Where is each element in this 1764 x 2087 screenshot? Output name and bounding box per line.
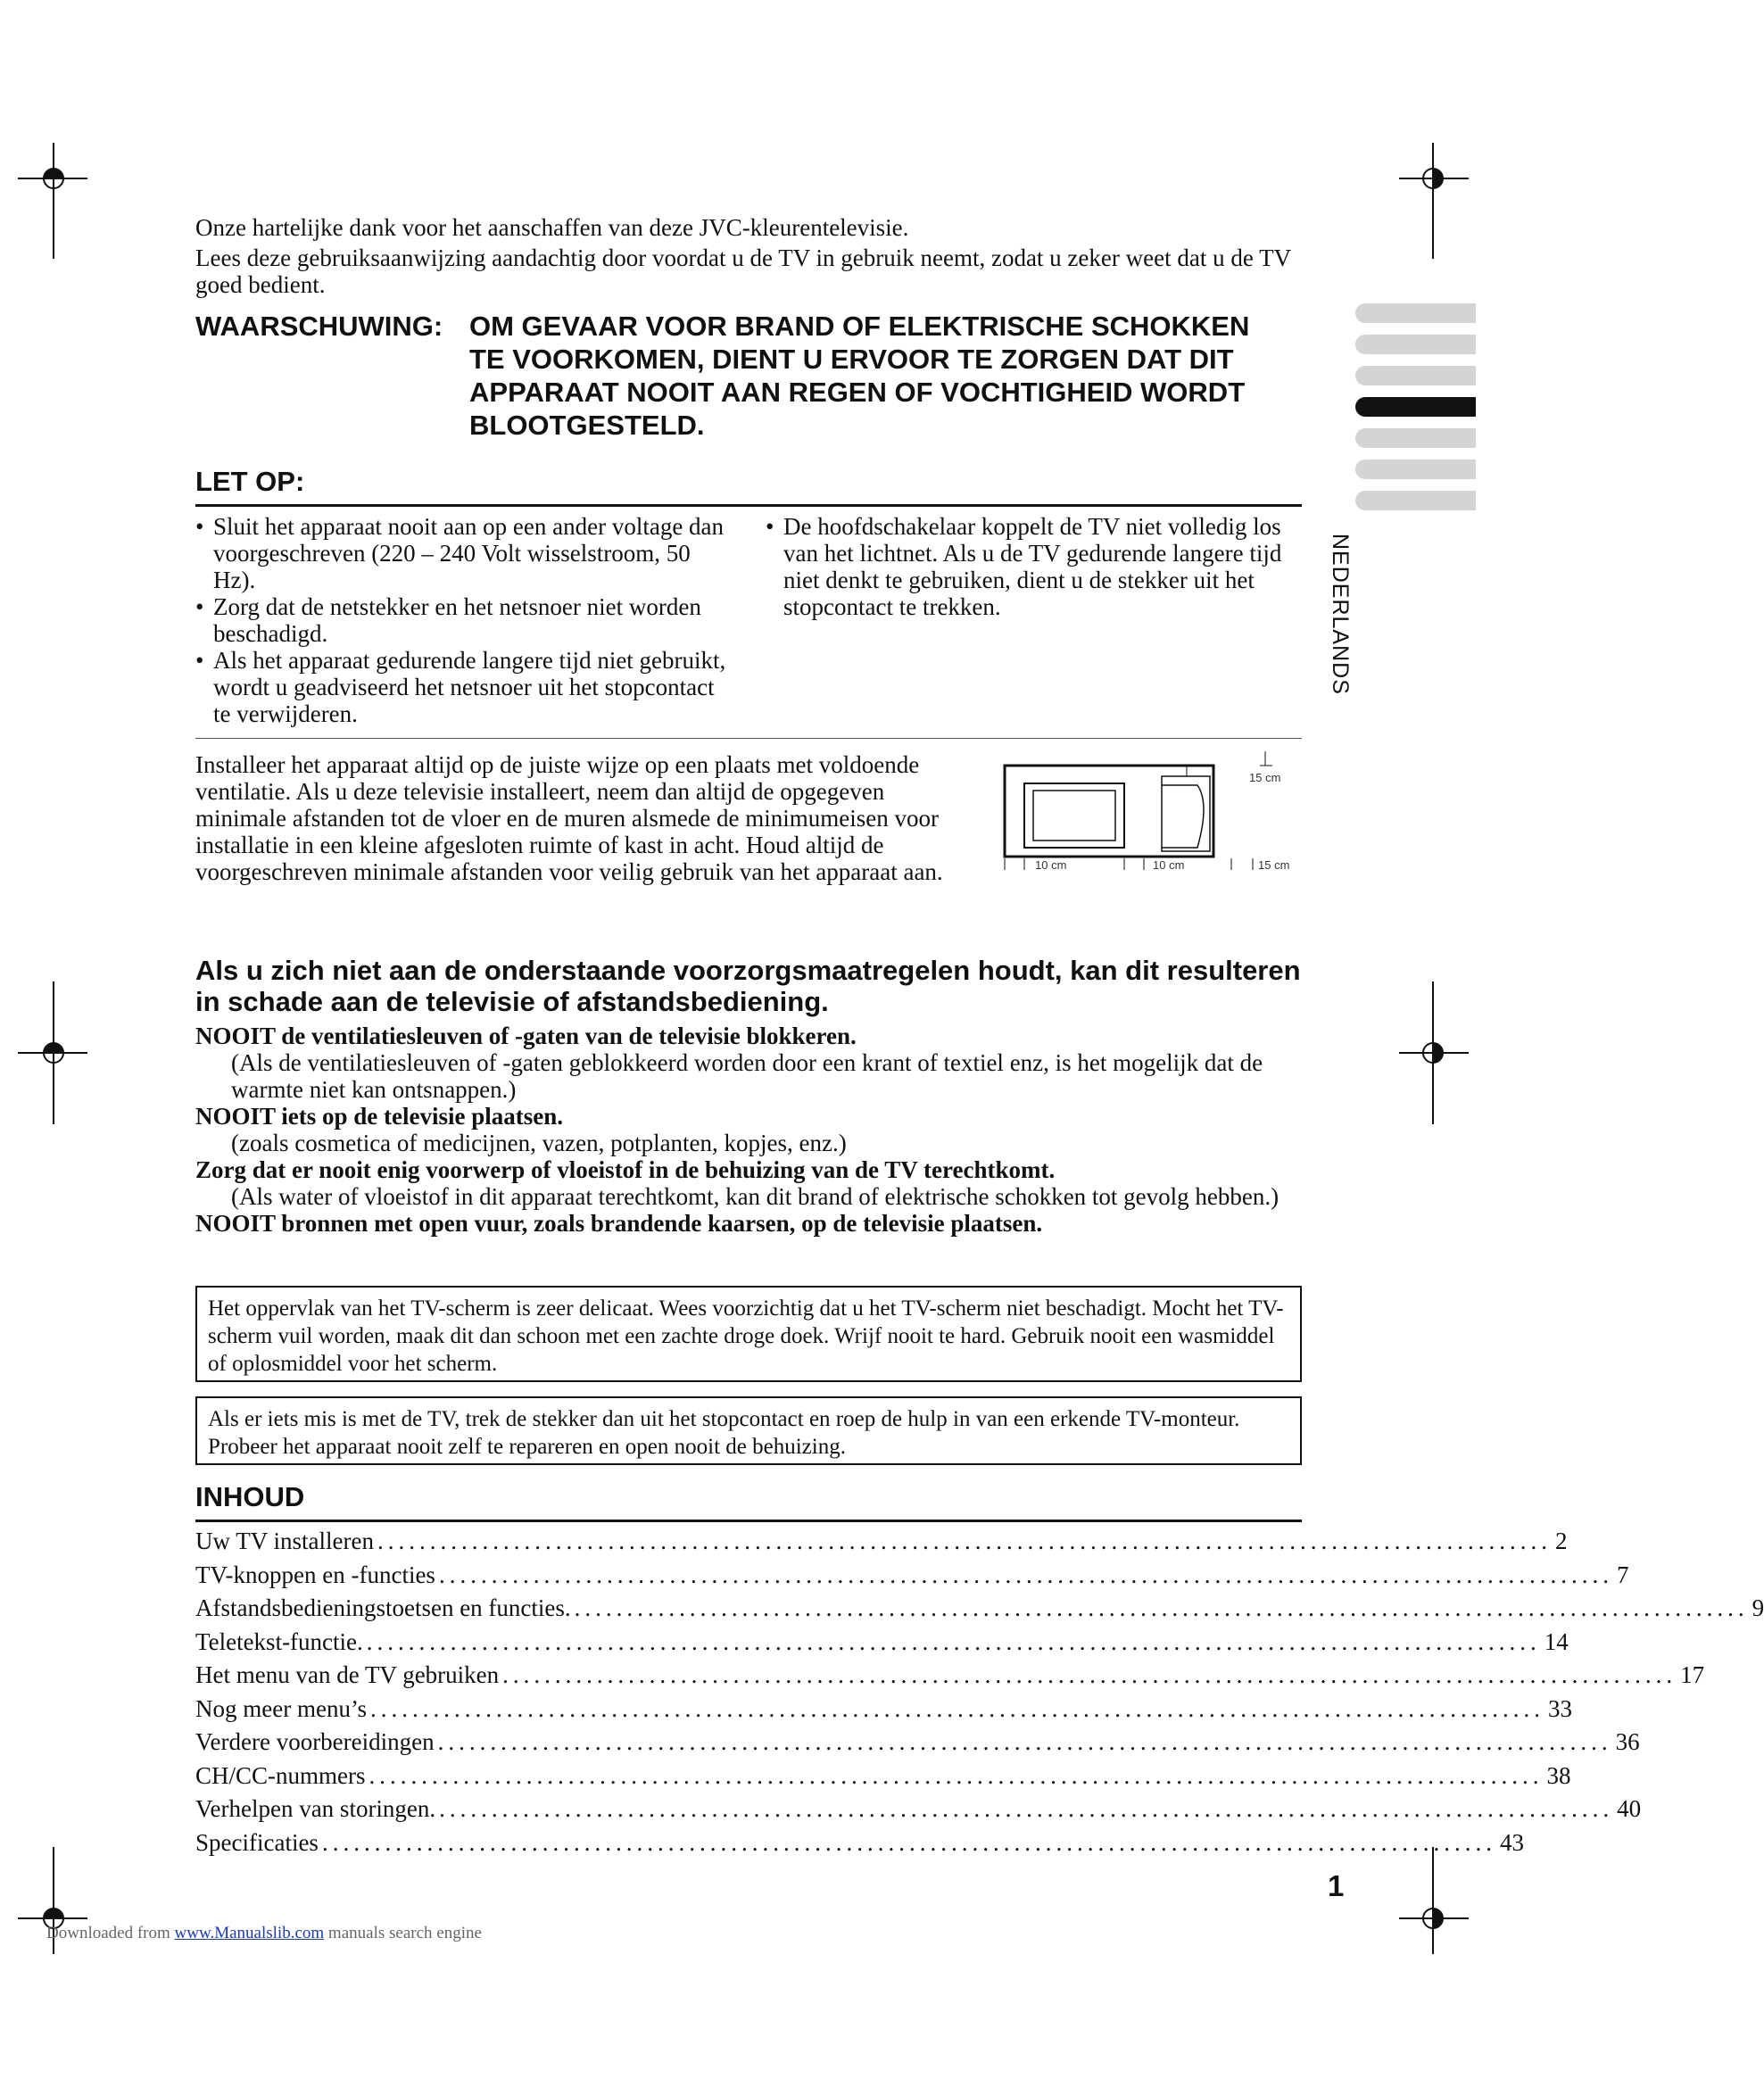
- toc-page: 14: [1544, 1627, 1569, 1655]
- diagram-label-left: 10 cm: [1035, 858, 1067, 872]
- toc-title: Afstandsbedieningstoetsen en functies.: [195, 1594, 571, 1621]
- precaution-title: NOOIT de ventilatiesleuven of -gaten van de televisie blokkeren.: [195, 1023, 857, 1049]
- toc-rule: [195, 1520, 1302, 1522]
- toc-page: 38: [1546, 1761, 1571, 1789]
- toc-entry[interactable]: Uw TV installeren ................................................................................................................ 2: [195, 1528, 1568, 1554]
- precautions-list: [195, 1023, 1302, 1237]
- footer-link[interactable]: www.Manualslib.com: [174, 1924, 325, 1942]
- diagram-label-bottom: 10 cm: [1153, 858, 1185, 872]
- let-op-left-list: [195, 513, 731, 727]
- precaution-detail: (Als water of vloeistof in dit apparaat terechtkomt, kan dit brand of elektrische schokken tot gevolg hebben.): [231, 1183, 1280, 1210]
- toc-entry[interactable]: Nog meer menu’s ................................................................................................................ 33: [195, 1694, 1572, 1722]
- footer-prefix: Downloaded from: [46, 1924, 170, 1942]
- language-tab: [1355, 460, 1476, 479]
- toc-entry[interactable]: Het menu van de TV gebruiken ................................................................................................................ 17: [195, 1661, 1705, 1688]
- precaution-title: Zorg dat er nooit enig voorwerp of vloeistof in de behuizing van de TV terechtkomt.: [195, 1156, 1056, 1183]
- toc-title: Verdere voorbereidingen: [195, 1728, 435, 1755]
- install-text: Installeer het apparaat altijd op de juiste wijze op een plaats met voldoende ventilatie. Als u deze televisie installeert, neem dan altijd de opgegeven minimale afstanden tot de vloer en de muren alsmede de minimumeisen voor installatie in een kleine afgesloten ruimte of kast in acht. Houd altijd de voorgeschreven minimale afstanden voor veilig gebruik van het apparaat aan.: [195, 751, 943, 885]
- toc-list: [195, 1528, 1764, 1862]
- precaution-title: NOOIT bronnen met open vuur, zoals brandende kaarsen, op de televisie plaatsen.: [195, 1210, 1043, 1237]
- let-op-rule: [195, 504, 1302, 507]
- repair-notice-box: Als er iets mis is met de TV, trek de stekker dan uit het stopcontact en roep de hulp in van een erkende TV-monteur. Probeer het apparaat nooit zelf te repareren en open nooit de behuizing.: [195, 1396, 1302, 1465]
- language-tab: [1355, 428, 1476, 448]
- toc-page: 43: [1499, 1828, 1524, 1856]
- warning-label: WAARSCHUWING:: [195, 311, 443, 342]
- footer-suffix: manuals search engine: [327, 1924, 482, 1942]
- language-tab: [1355, 491, 1476, 510]
- registration-mark-top-right: [1397, 143, 1469, 268]
- registration-mark-bottom-right: [1397, 1847, 1469, 1954]
- precautions-heading: Als u zich niet aan de onderstaande voorzorgsmaatregelen houdt, kan dit resulteren in schade aan de televisie of afstandsbediening.: [195, 955, 1301, 1017]
- toc-page: 33: [1547, 1694, 1572, 1722]
- toc-page: 40: [1617, 1795, 1642, 1822]
- language-tab: [1355, 366, 1476, 385]
- toc-title: Uw TV installeren: [195, 1528, 374, 1554]
- diagram-label-top: 15 cm: [1249, 771, 1281, 784]
- toc-page: 17: [1680, 1661, 1705, 1688]
- toc-entry[interactable]: TV-knoppen en -functies ................................................................................................................ 7: [195, 1561, 1629, 1588]
- toc-page: 2: [1554, 1528, 1568, 1554]
- toc-entry[interactable]: Verhelpen van storingen. ................................................................................................................ 40: [195, 1795, 1642, 1822]
- let-op-item: • De hoofdschakelaar koppelt de TV niet volledig los van het lichtnet. Als u de TV gedurende langere tijd niet denkt te gebruiken, dient u de stekker uit het stopcontact te trekken.: [766, 513, 1301, 620]
- intro-line-2: Lees deze gebruiksaanwijzing aandachtig door voordat u de TV in gebruik neemt, zodat u zeker weet dat u de TV goed bedient.: [195, 244, 1291, 298]
- toc-entry[interactable]: Afstandsbedieningstoetsen en functies. ................................................................................................................ 9: [195, 1594, 1764, 1621]
- precaution-detail: (Als de ventilatiesleuven of -gaten geblokkeerd worden door een krant of textiel enz, is het mogelijk dat de warmte niet kan ontsnappen.): [231, 1049, 1263, 1103]
- footer: [46, 1924, 482, 1943]
- toc-page: 9: [1752, 1594, 1764, 1621]
- registration-mark-mid-right: [1397, 981, 1469, 1124]
- toc-title: Teletekst-functie.: [195, 1627, 363, 1655]
- screen-care-box: Het oppervlak van het TV-scherm is zeer delicaat. Wees voorzichtig dat u het TV-scherm niet beschadigt. Mocht het TV-scherm vuil worden, maak dit dan schoon met een zachte droge doek. Wrijf nooit te hard. Gebruik nooit een wasmiddel of oplosmiddel voor het scherm.: [195, 1286, 1302, 1382]
- toc-page: 7: [1616, 1561, 1629, 1588]
- registration-mark-mid-left: [18, 981, 89, 1124]
- toc-entry[interactable]: Verdere voorbereidingen ................................................................................................................ 36: [195, 1728, 1640, 1755]
- toc-title: TV-knoppen en -functies: [195, 1561, 435, 1588]
- precaution-detail: (zoals cosmetica of medicijnen, vazen, potplanten, kopjes, enz.): [231, 1130, 847, 1156]
- diagram-label-back: 15 cm: [1258, 858, 1290, 872]
- toc-title: CH/CC-nummers: [195, 1761, 366, 1789]
- toc-heading: INHOUD: [195, 1481, 305, 1512]
- language-tab: [1355, 335, 1476, 354]
- toc-title: Specificaties: [195, 1828, 319, 1856]
- toc-page: 36: [1615, 1728, 1640, 1755]
- language-label: NEDERLANDS: [1328, 534, 1353, 695]
- warning-text: OM GEVAAR VOOR BRAND OF ELEKTRISCHE SCHOKKEN TE VOORKOMEN, DIENT U ERVOOR TE ZORGEN DAT DIT APPARAAT NOOIT AAN REGEN OF VOCHTIGHEID WORDT BLOOTGESTELD.: [469, 311, 1250, 441]
- let-op-item: • Als het apparaat gedurende langere tijd niet gebruikt, wordt u geadviseerd het netsnoer uit het stopcontact te verwijderen.: [195, 647, 731, 727]
- language-tab: [1355, 303, 1476, 323]
- toc-entry[interactable]: CH/CC-nummers ................................................................................................................ 38: [195, 1761, 1571, 1789]
- section-divider: [195, 738, 1302, 739]
- toc-title: Verhelpen van storingen.: [195, 1795, 436, 1822]
- let-op-heading: LET OP:: [195, 466, 305, 497]
- toc-title: Het menu van de TV gebruiken: [195, 1661, 500, 1688]
- language-tab-active: [1355, 397, 1476, 417]
- ventilation-diagram: [964, 749, 1303, 879]
- toc-title: Nog meer menu’s: [195, 1694, 367, 1722]
- registration-mark-top-left: [18, 143, 89, 268]
- let-op-item: • Sluit het apparaat nooit aan op een ander voltage dan voorgeschreven (220 – 240 Volt wisselstroom, 50 Hz).: [195, 513, 731, 593]
- let-op-right-list: [766, 513, 1301, 620]
- page-number: 1: [1328, 1869, 1345, 1902]
- let-op-item: • Zorg dat de netstekker en het netsnoer niet worden beschadigd.: [195, 593, 731, 647]
- toc-entry[interactable]: Specificaties ................................................................................................................ 43: [195, 1828, 1524, 1856]
- precaution-title: NOOIT iets op de televisie plaatsen.: [195, 1103, 564, 1130]
- intro-line-1: Onze hartelijke dank voor het aanschaffen van deze JVC-kleurentelevisie.: [195, 214, 909, 241]
- toc-entry[interactable]: Teletekst-functie. ................................................................................................................ 14: [195, 1627, 1569, 1655]
- intro: [195, 214, 1302, 298]
